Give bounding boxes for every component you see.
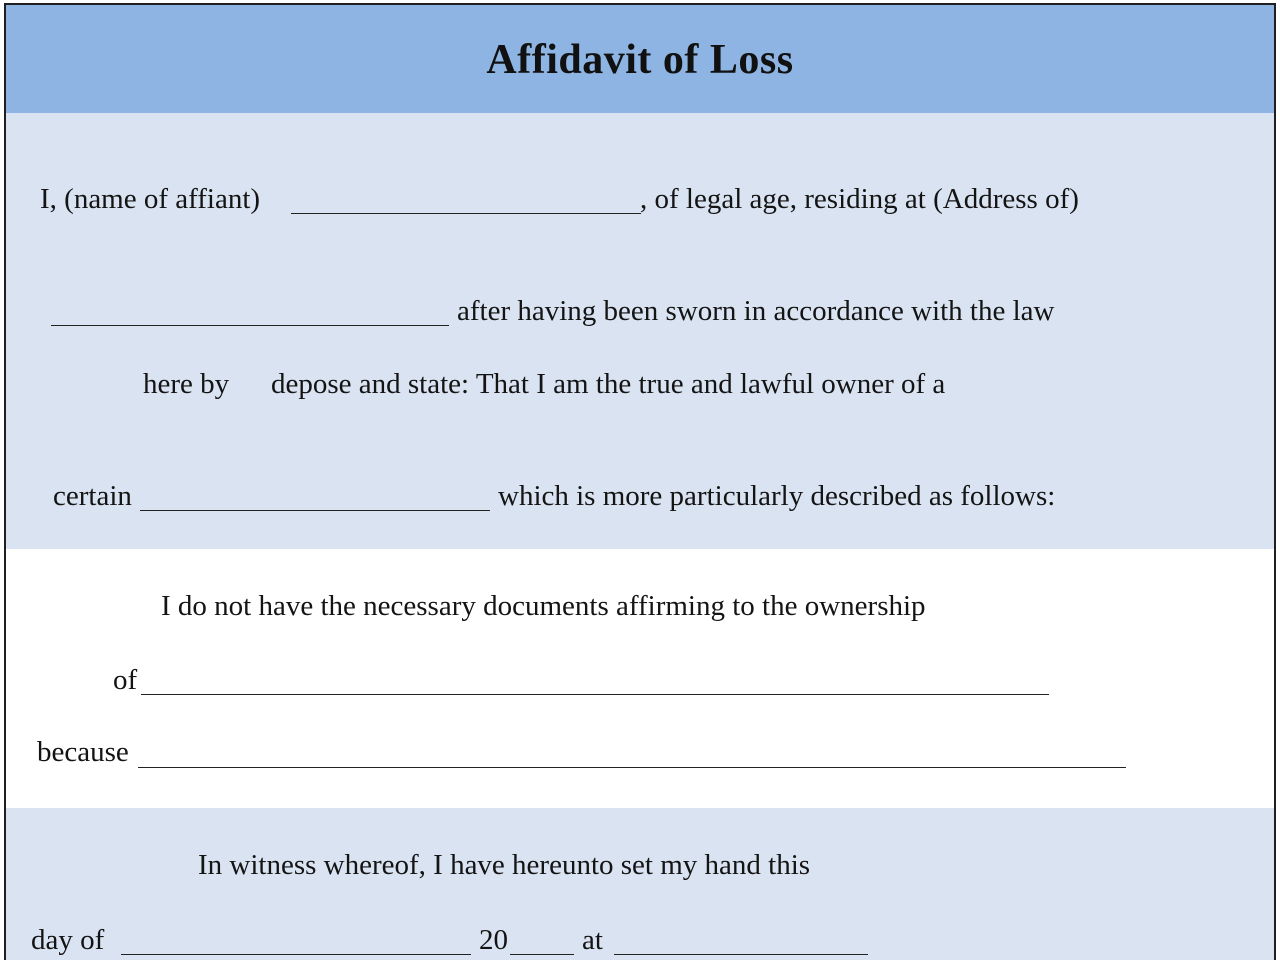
ownership-section xyxy=(4,549,1276,810)
year-blank[interactable] xyxy=(510,954,574,955)
description-text: which is more particularly described as follows: xyxy=(498,480,1056,512)
place-blank[interactable] xyxy=(614,954,868,955)
because-label: because xyxy=(37,736,129,768)
depose-state-text: depose and state: That I am the true and lawful owner of a xyxy=(271,368,946,400)
day-month-blank[interactable] xyxy=(121,954,471,955)
certain-label: certain xyxy=(53,480,132,512)
witness-section xyxy=(4,808,1276,960)
ownership-blank[interactable] xyxy=(141,694,1049,695)
reason-blank[interactable] xyxy=(138,767,1126,768)
form-title: Affidavit of Loss xyxy=(486,37,794,83)
address-blank[interactable] xyxy=(51,325,449,326)
affiant-name-blank[interactable] xyxy=(291,213,641,214)
residence-label: , of legal age, residing at (Address of) xyxy=(640,183,1079,215)
day-of-label: day of xyxy=(31,924,105,956)
here-by-text: here by xyxy=(143,368,230,400)
property-blank[interactable] xyxy=(140,510,490,511)
sworn-statement-text: after having been sworn in accordance with the law xyxy=(457,295,1055,327)
affiant-declaration-section xyxy=(4,113,1276,551)
witness-statement-text: In witness whereof, I have hereunto set my hand this xyxy=(198,849,811,881)
of-label: of xyxy=(113,664,138,696)
at-label: at xyxy=(582,924,603,956)
affiant-name-label: I, (name of affiant) xyxy=(40,183,261,215)
documents-statement-text: I do not have the necessary documents affirming to the ownership xyxy=(161,590,926,622)
year-prefix-label: 20 xyxy=(479,924,508,956)
form-header xyxy=(4,3,1276,115)
